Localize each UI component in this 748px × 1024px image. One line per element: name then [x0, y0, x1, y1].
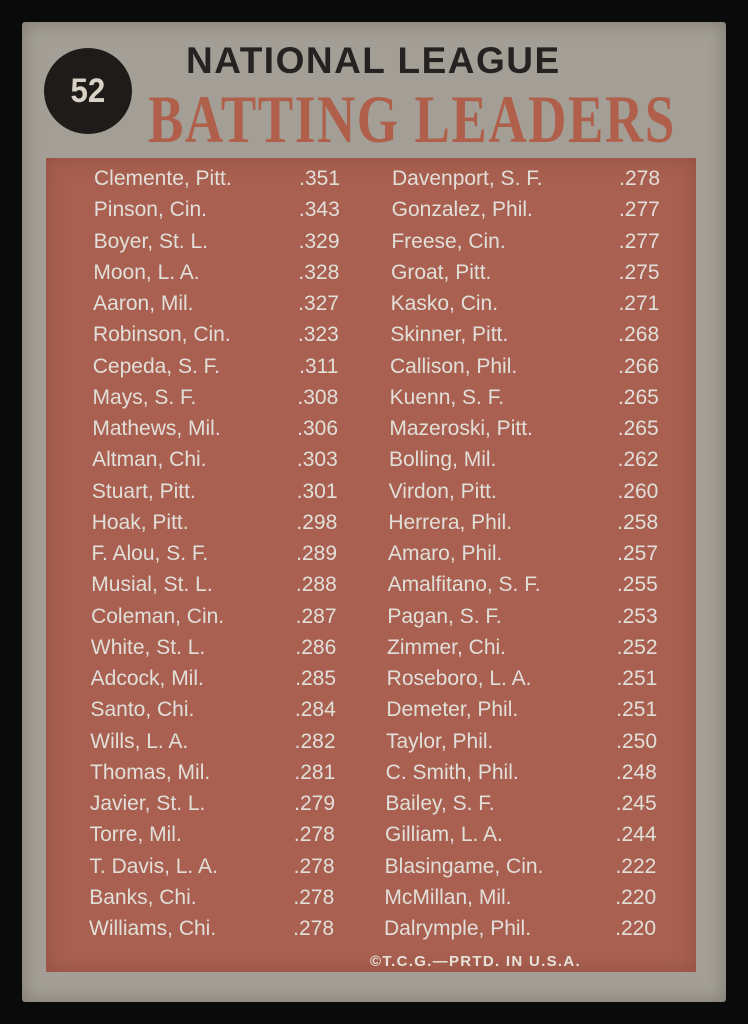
player-name: Freese, Cin. — [391, 229, 506, 253]
batting-average: .281 — [294, 760, 336, 784]
batting-average: .260 — [617, 479, 659, 503]
batting-average: .248 — [615, 760, 657, 784]
player-name: Stuart, Pitt. — [91, 479, 196, 503]
title-batting-leaders: BATTING LEADERS — [148, 81, 676, 157]
player-name: Mays, S. F. — [92, 385, 197, 409]
batting-average: .279 — [294, 792, 335, 815]
player-name: Cepeda, S. F. — [92, 354, 220, 378]
batting-average: .306 — [297, 417, 338, 440]
player-name: Santo, Chi. — [90, 698, 195, 722]
player-name: Callison, Phil. — [390, 354, 518, 378]
batting-average: .284 — [294, 698, 336, 722]
player-name: Pagan, S. F. — [387, 604, 502, 628]
player-name: Clemente, Pitt. — [94, 167, 232, 190]
player-name: Banks, Chi. — [89, 885, 197, 909]
player-name: Taylor, Phil. — [386, 729, 494, 753]
player-name: Wills, L. A. — [90, 729, 189, 753]
player-name: Roseboro, L. A. — [386, 667, 532, 690]
batting-average: .255 — [616, 573, 658, 597]
player-name: Groat, Pitt. — [391, 260, 492, 284]
player-name: Boyer, St. L. — [93, 229, 208, 253]
batting-average: .271 — [618, 292, 660, 315]
player-name: Dalrymple, Phil. — [384, 917, 532, 940]
batting-average: .329 — [298, 229, 340, 253]
batting-average: .253 — [616, 604, 658, 628]
player-name: Musial, St. L. — [91, 573, 213, 597]
player-name: Bolling, Mil. — [389, 448, 497, 472]
batting-average: .289 — [296, 542, 337, 565]
player-name: Aaron, Mil. — [93, 292, 194, 315]
batting-average: .277 — [618, 229, 660, 253]
batting-average: .268 — [618, 323, 660, 347]
batting-average: .327 — [298, 292, 339, 315]
batting-average: .250 — [616, 729, 657, 753]
batting-average: .220 — [615, 917, 656, 940]
player-name: Kuenn, S. F. — [389, 385, 505, 409]
batting-average: .351 — [299, 167, 340, 190]
batting-average: .258 — [617, 510, 659, 534]
batting-average: .252 — [616, 635, 658, 659]
player-name: Torre, Mil. — [89, 823, 182, 847]
player-name: Kasko, Cin. — [390, 292, 499, 315]
player-name: Amalfitano, S. F. — [387, 573, 541, 597]
batting-average: .328 — [298, 260, 340, 284]
player-name: Mazeroski, Pitt. — [389, 417, 533, 440]
player-name: F. Alou, S. F. — [91, 542, 209, 565]
player-name: Coleman, Cin. — [91, 604, 225, 628]
batting-average: .311 — [299, 354, 339, 378]
card-number: 52 — [70, 71, 106, 110]
batting-average: .287 — [295, 604, 337, 628]
batting-average: .265 — [617, 385, 659, 409]
player-name: C. Smith, Phil. — [385, 760, 519, 784]
title-national-league: NATIONAL LEAGUE — [186, 40, 561, 81]
player-name: Gilliam, L. A. — [385, 823, 503, 847]
batting-average: .257 — [617, 542, 658, 565]
player-name: White, St. L. — [90, 635, 206, 659]
batting-average: .220 — [615, 885, 657, 909]
batting-average: .222 — [615, 854, 657, 878]
batting-average: .288 — [295, 573, 337, 597]
batting-average: .245 — [615, 792, 657, 815]
player-name: Herrera, Phil. — [388, 510, 513, 534]
player-name: Blasingame, Cin. — [384, 854, 544, 878]
player-name: Zimmer, Chi. — [387, 635, 507, 659]
batting-average: .277 — [618, 198, 660, 222]
player-name: Moon, L. A. — [93, 260, 200, 284]
player-name: Demeter, Phil. — [386, 698, 519, 722]
batting-average: .303 — [296, 448, 338, 472]
batting-average: .266 — [618, 354, 659, 378]
player-name: Thomas, Mil. — [90, 760, 211, 784]
batting-average: .278 — [619, 167, 660, 190]
batting-average: .262 — [617, 448, 659, 472]
player-name: Robinson, Cin. — [92, 323, 231, 347]
player-name: Javier, St. L. — [89, 792, 206, 815]
player-name: McMillan, Mil. — [384, 885, 512, 909]
player-name: Skinner, Pitt. — [390, 323, 509, 347]
player-name: Virdon, Pitt. — [388, 479, 497, 503]
batting-average: .278 — [293, 854, 335, 878]
player-name: Hoak, Pitt. — [91, 510, 189, 534]
batting-average: .285 — [295, 667, 336, 690]
batting-average: .251 — [616, 698, 658, 722]
player-name: Bailey, S. F. — [385, 792, 495, 815]
batting-average: .286 — [295, 635, 337, 659]
batting-average: .265 — [617, 417, 659, 440]
batting-average: .251 — [616, 667, 658, 690]
batting-average: .244 — [615, 823, 657, 847]
batting-average: .343 — [298, 198, 340, 222]
batting-average: .301 — [296, 479, 338, 503]
player-name: Pinson, Cin. — [93, 198, 208, 222]
batting-average: .278 — [293, 823, 335, 847]
batting-average: .298 — [296, 510, 338, 534]
player-name: Mathews, Mil. — [92, 417, 221, 440]
batting-average: .275 — [618, 260, 660, 284]
batting-average: .278 — [293, 885, 335, 909]
card-number-badge — [44, 48, 132, 134]
batting-average: .278 — [293, 917, 334, 940]
player-name: Altman, Chi. — [92, 448, 207, 472]
batting-average: .308 — [297, 385, 339, 409]
batting-average: .282 — [294, 729, 336, 753]
player-name: Amaro, Phil. — [388, 542, 503, 565]
player-name: Gonzalez, Phil. — [391, 198, 533, 222]
batting-average: .323 — [297, 323, 339, 347]
player-name: Williams, Chi. — [89, 917, 217, 940]
player-name: T. Davis, L. A. — [89, 854, 218, 878]
player-name: Davenport, S. F. — [392, 167, 543, 190]
player-name: Adcock, Mil. — [90, 667, 204, 690]
copyright-line: ©T.C.G.—PRTD. IN U.S.A. — [370, 953, 581, 970]
